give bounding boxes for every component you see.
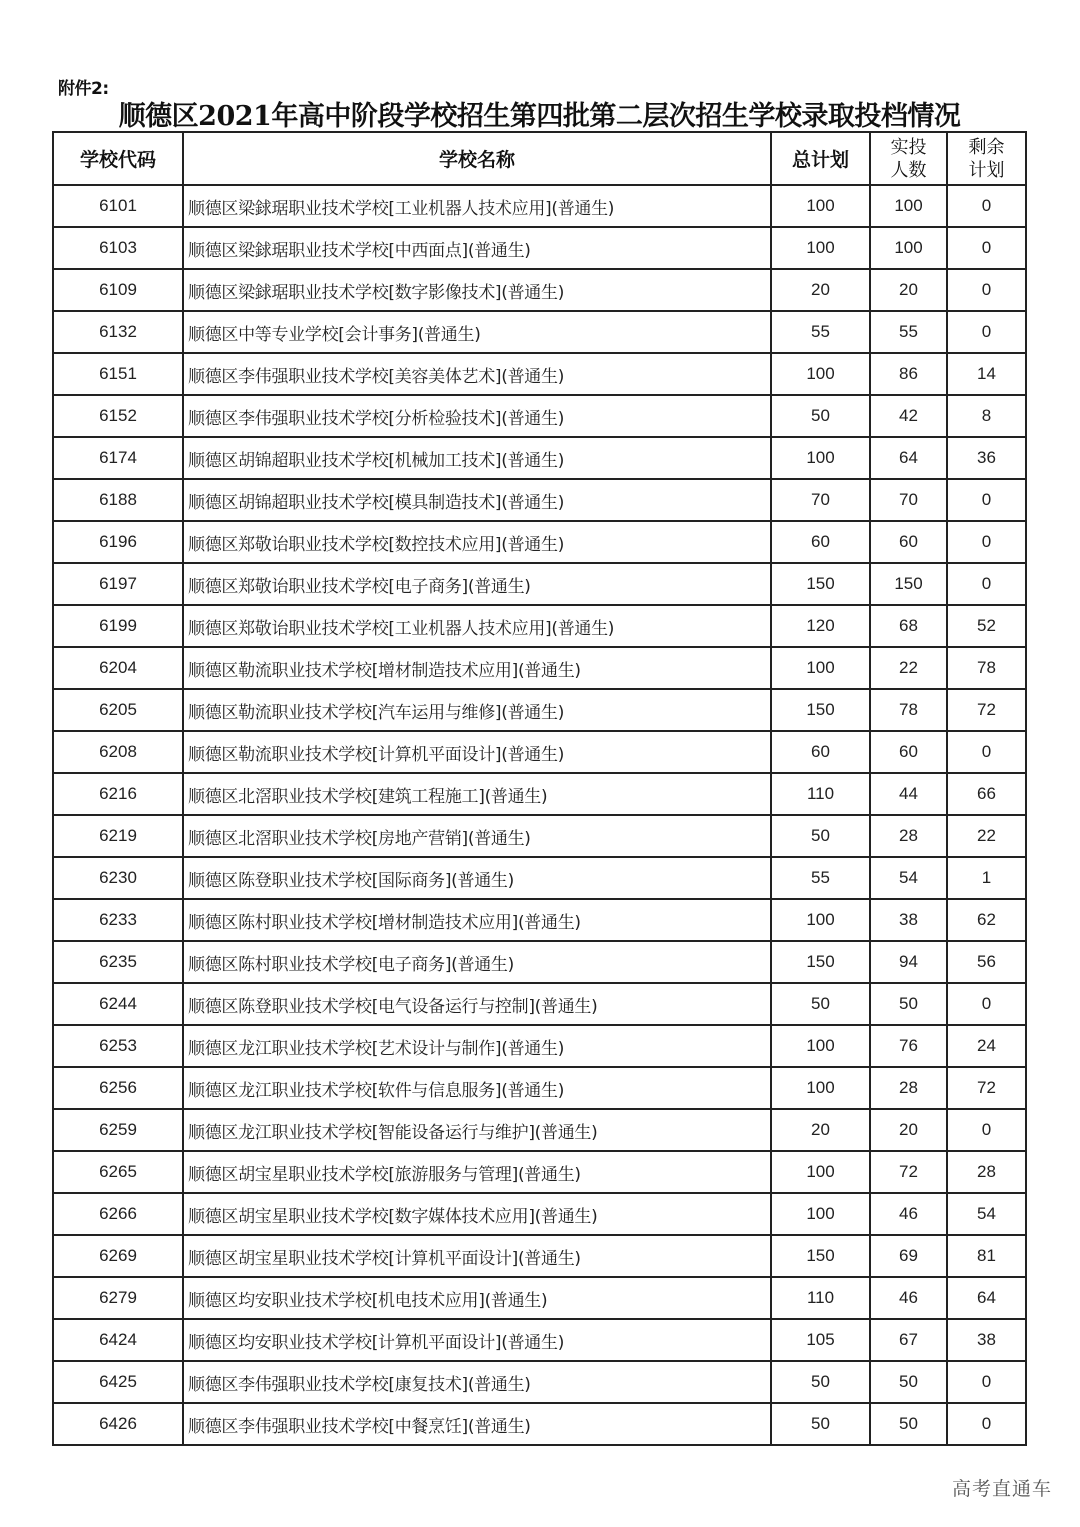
- table-row: [53, 479, 1026, 521]
- table-row: [53, 185, 1026, 227]
- cell-remaining-plan: 72: [947, 1067, 1026, 1109]
- cell-school-name: 顺德区勒流职业技术学校[汽车运用与维修](普通生): [183, 689, 771, 731]
- cell-total-plan: 55: [771, 311, 870, 353]
- cell-school-name: 顺德区郑敬诒职业技术学校[工业机器人技术应用](普通生): [183, 605, 771, 647]
- cell-total-plan: 100: [771, 1067, 870, 1109]
- cell-school-code: 6279: [53, 1277, 183, 1319]
- cell-total-plan: 50: [771, 983, 870, 1025]
- table-row: [53, 1235, 1026, 1277]
- cell-school-name: 顺德区胡宝星职业技术学校[数字媒体技术应用](普通生): [183, 1193, 771, 1235]
- cell-actual-count: 60: [870, 521, 947, 563]
- cell-remaining-plan: 0: [947, 563, 1026, 605]
- cell-school-name: 顺德区李伟强职业技术学校[中餐烹饪](普通生): [183, 1403, 771, 1445]
- cell-remaining-plan: 24: [947, 1025, 1026, 1067]
- table-row: [53, 395, 1026, 437]
- cell-total-plan: 70: [771, 479, 870, 521]
- table-row: [53, 605, 1026, 647]
- cell-total-plan: 150: [771, 941, 870, 983]
- cell-remaining-plan: 0: [947, 1109, 1026, 1151]
- cell-school-code: 6174: [53, 437, 183, 479]
- cell-school-name: 顺德区胡宝星职业技术学校[计算机平面设计](普通生): [183, 1235, 771, 1277]
- cell-remaining-plan: 14: [947, 353, 1026, 395]
- table-row: [53, 1193, 1026, 1235]
- cell-school-code: 6426: [53, 1403, 183, 1445]
- cell-school-code: 6205: [53, 689, 183, 731]
- table-row: [53, 815, 1026, 857]
- cell-actual-count: 100: [870, 227, 947, 269]
- attachment-label: 附件2:: [58, 79, 109, 99]
- cell-actual-count: 68: [870, 605, 947, 647]
- cell-remaining-plan: 0: [947, 521, 1026, 563]
- cell-remaining-plan: 0: [947, 269, 1026, 311]
- cell-school-code: 6244: [53, 983, 183, 1025]
- cell-total-plan: 110: [771, 773, 870, 815]
- cell-actual-count: 64: [870, 437, 947, 479]
- cell-school-name: 顺德区李伟强职业技术学校[分析检验技术](普通生): [183, 395, 771, 437]
- cell-actual-count: 46: [870, 1277, 947, 1319]
- cell-total-plan: 105: [771, 1319, 870, 1361]
- cell-school-code: 6196: [53, 521, 183, 563]
- cell-total-plan: 100: [771, 1025, 870, 1067]
- table-row: [53, 899, 1026, 941]
- table-row: [53, 269, 1026, 311]
- cell-actual-count: 86: [870, 353, 947, 395]
- cell-school-code: 6216: [53, 773, 183, 815]
- table-row: [53, 731, 1026, 773]
- cell-total-plan: 100: [771, 227, 870, 269]
- header-remain-line1: 剩余: [968, 136, 1005, 158]
- cell-total-plan: 100: [771, 899, 870, 941]
- cell-school-code: 6208: [53, 731, 183, 773]
- cell-school-code: 6152: [53, 395, 183, 437]
- cell-actual-count: 20: [870, 1109, 947, 1151]
- cell-school-name: 顺德区勒流职业技术学校[增材制造技术应用](普通生): [183, 647, 771, 689]
- cell-total-plan: 20: [771, 1109, 870, 1151]
- cell-actual-count: 60: [870, 731, 947, 773]
- header-school-code: 学校代码: [53, 132, 183, 185]
- cell-school-name: 顺德区龙江职业技术学校[艺术设计与制作](普通生): [183, 1025, 771, 1067]
- admission-table: [52, 131, 1027, 1446]
- cell-school-code: 6188: [53, 479, 183, 521]
- cell-total-plan: 60: [771, 521, 870, 563]
- cell-actual-count: 44: [870, 773, 947, 815]
- cell-remaining-plan: 28: [947, 1151, 1026, 1193]
- cell-school-name: 顺德区郑敬诒职业技术学校[数控技术应用](普通生): [183, 521, 771, 563]
- cell-remaining-plan: 81: [947, 1235, 1026, 1277]
- cell-school-code: 6425: [53, 1361, 183, 1403]
- cell-remaining-plan: 0: [947, 479, 1026, 521]
- table-row: [53, 521, 1026, 563]
- cell-school-name: 顺德区中等专业学校[会计事务](普通生): [183, 311, 771, 353]
- cell-actual-count: 28: [870, 1067, 947, 1109]
- cell-total-plan: 100: [771, 185, 870, 227]
- cell-school-name: 顺德区均安职业技术学校[机电技术应用](普通生): [183, 1277, 771, 1319]
- cell-school-code: 6103: [53, 227, 183, 269]
- table-row: [53, 983, 1026, 1025]
- cell-total-plan: 100: [771, 1151, 870, 1193]
- cell-actual-count: 46: [870, 1193, 947, 1235]
- cell-school-name: 顺德区李伟强职业技术学校[美容美体艺术](普通生): [183, 353, 771, 395]
- table-row: [53, 1361, 1026, 1403]
- cell-remaining-plan: 54: [947, 1193, 1026, 1235]
- table-row: [53, 1151, 1026, 1193]
- cell-school-name: 顺德区胡锦超职业技术学校[模具制造技术](普通生): [183, 479, 771, 521]
- cell-school-name: 顺德区北滘职业技术学校[房地产营销](普通生): [183, 815, 771, 857]
- cell-actual-count: 28: [870, 815, 947, 857]
- cell-total-plan: 60: [771, 731, 870, 773]
- table-row: [53, 1403, 1026, 1445]
- cell-total-plan: 100: [771, 437, 870, 479]
- cell-school-name: 顺德区勒流职业技术学校[计算机平面设计](普通生): [183, 731, 771, 773]
- table-row: [53, 563, 1026, 605]
- table-row: [53, 941, 1026, 983]
- cell-actual-count: 150: [870, 563, 947, 605]
- cell-total-plan: 150: [771, 689, 870, 731]
- cell-school-name: 顺德区胡宝星职业技术学校[旅游服务与管理](普通生): [183, 1151, 771, 1193]
- cell-total-plan: 55: [771, 857, 870, 899]
- table-row: [53, 773, 1026, 815]
- cell-remaining-plan: 56: [947, 941, 1026, 983]
- cell-actual-count: 69: [870, 1235, 947, 1277]
- cell-school-code: 6253: [53, 1025, 183, 1067]
- cell-remaining-plan: 52: [947, 605, 1026, 647]
- cell-actual-count: 55: [870, 311, 947, 353]
- cell-school-name: 顺德区陈登职业技术学校[电气设备运行与控制](普通生): [183, 983, 771, 1025]
- cell-school-name: 顺德区龙江职业技术学校[智能设备运行与维护](普通生): [183, 1109, 771, 1151]
- cell-actual-count: 70: [870, 479, 947, 521]
- header-actual-line2: 人数: [890, 159, 927, 181]
- header-school-name: 学校名称: [183, 132, 771, 185]
- cell-actual-count: 42: [870, 395, 947, 437]
- cell-total-plan: 50: [771, 1361, 870, 1403]
- cell-total-plan: 100: [771, 353, 870, 395]
- cell-remaining-plan: 0: [947, 185, 1026, 227]
- cell-school-code: 6233: [53, 899, 183, 941]
- table-row: [53, 1277, 1026, 1319]
- cell-school-name: 顺德区梁銶琚职业技术学校[中西面点](普通生): [183, 227, 771, 269]
- cell-total-plan: 20: [771, 269, 870, 311]
- cell-remaining-plan: 0: [947, 1361, 1026, 1403]
- watermark-text: 高考直通车: [951, 1478, 1052, 1500]
- cell-school-code: 6204: [53, 647, 183, 689]
- cell-remaining-plan: 36: [947, 437, 1026, 479]
- cell-total-plan: 100: [771, 1193, 870, 1235]
- cell-school-code: 6259: [53, 1109, 183, 1151]
- cell-school-name: 顺德区李伟强职业技术学校[康复技术](普通生): [183, 1361, 771, 1403]
- cell-remaining-plan: 22: [947, 815, 1026, 857]
- cell-school-name: 顺德区均安职业技术学校[计算机平面设计](普通生): [183, 1319, 771, 1361]
- cell-school-name: 顺德区郑敬诒职业技术学校[电子商务](普通生): [183, 563, 771, 605]
- cell-school-code: 6256: [53, 1067, 183, 1109]
- table-row: [53, 437, 1026, 479]
- cell-actual-count: 50: [870, 1403, 947, 1445]
- header-remain-line2: 计划: [968, 159, 1005, 181]
- cell-remaining-plan: 66: [947, 773, 1026, 815]
- cell-actual-count: 38: [870, 899, 947, 941]
- cell-actual-count: 94: [870, 941, 947, 983]
- header-remaining-plan: [947, 132, 1026, 185]
- cell-school-code: 6199: [53, 605, 183, 647]
- table-row: [53, 857, 1026, 899]
- cell-actual-count: 100: [870, 185, 947, 227]
- cell-actual-count: 22: [870, 647, 947, 689]
- cell-total-plan: 150: [771, 563, 870, 605]
- cell-remaining-plan: 1: [947, 857, 1026, 899]
- cell-school-code: 6197: [53, 563, 183, 605]
- cell-remaining-plan: 72: [947, 689, 1026, 731]
- cell-total-plan: 50: [771, 395, 870, 437]
- table-row: [53, 647, 1026, 689]
- cell-remaining-plan: 62: [947, 899, 1026, 941]
- cell-school-code: 6230: [53, 857, 183, 899]
- table-header-row: [53, 132, 1026, 185]
- cell-school-code: 6265: [53, 1151, 183, 1193]
- cell-remaining-plan: 78: [947, 647, 1026, 689]
- cell-actual-count: 50: [870, 1361, 947, 1403]
- cell-remaining-plan: 64: [947, 1277, 1026, 1319]
- cell-school-name: 顺德区陈村职业技术学校[增材制造技术应用](普通生): [183, 899, 771, 941]
- cell-school-name: 顺德区陈村职业技术学校[电子商务](普通生): [183, 941, 771, 983]
- cell-remaining-plan: 0: [947, 983, 1026, 1025]
- cell-actual-count: 78: [870, 689, 947, 731]
- cell-remaining-plan: 8: [947, 395, 1026, 437]
- cell-school-name: 顺德区胡锦超职业技术学校[机械加工技术](普通生): [183, 437, 771, 479]
- cell-school-code: 6235: [53, 941, 183, 983]
- cell-total-plan: 100: [771, 647, 870, 689]
- cell-actual-count: 54: [870, 857, 947, 899]
- table-row: [53, 353, 1026, 395]
- cell-total-plan: 150: [771, 1235, 870, 1277]
- cell-school-code: 6109: [53, 269, 183, 311]
- cell-school-code: 6101: [53, 185, 183, 227]
- cell-actual-count: 50: [870, 983, 947, 1025]
- cell-remaining-plan: 0: [947, 1403, 1026, 1445]
- table-row: [53, 689, 1026, 731]
- cell-school-code: 6266: [53, 1193, 183, 1235]
- table-row: [53, 227, 1026, 269]
- header-total-plan: 总计划: [771, 132, 870, 185]
- cell-school-code: 6269: [53, 1235, 183, 1277]
- cell-school-name: 顺德区龙江职业技术学校[软件与信息服务](普通生): [183, 1067, 771, 1109]
- document-title: 顺德区2021年高中阶段学校招生第四批第二层次招生学校录取投档情况: [118, 101, 961, 132]
- cell-school-name: 顺德区北滘职业技术学校[建筑工程施工](普通生): [183, 773, 771, 815]
- cell-actual-count: 20: [870, 269, 947, 311]
- table-body: [53, 185, 1026, 1445]
- cell-remaining-plan: 0: [947, 731, 1026, 773]
- cell-total-plan: 110: [771, 1277, 870, 1319]
- cell-total-plan: 50: [771, 815, 870, 857]
- cell-remaining-plan: 38: [947, 1319, 1026, 1361]
- cell-actual-count: 76: [870, 1025, 947, 1067]
- table-row: [53, 1319, 1026, 1361]
- header-actual-line1: 实投: [890, 136, 927, 158]
- cell-actual-count: 72: [870, 1151, 947, 1193]
- table-row: [53, 1109, 1026, 1151]
- cell-school-code: 6132: [53, 311, 183, 353]
- cell-actual-count: 67: [870, 1319, 947, 1361]
- cell-school-name: 顺德区梁銶琚职业技术学校[工业机器人技术应用](普通生): [183, 185, 771, 227]
- table-row: [53, 311, 1026, 353]
- cell-school-code: 6151: [53, 353, 183, 395]
- table-row: [53, 1067, 1026, 1109]
- cell-school-name: 顺德区陈登职业技术学校[国际商务](普通生): [183, 857, 771, 899]
- table-row: [53, 1025, 1026, 1067]
- cell-remaining-plan: 0: [947, 227, 1026, 269]
- cell-remaining-plan: 0: [947, 311, 1026, 353]
- header-actual-count: [870, 132, 947, 185]
- cell-total-plan: 50: [771, 1403, 870, 1445]
- cell-school-code: 6424: [53, 1319, 183, 1361]
- cell-total-plan: 120: [771, 605, 870, 647]
- cell-school-name: 顺德区梁銶琚职业技术学校[数字影像技术](普通生): [183, 269, 771, 311]
- cell-school-code: 6219: [53, 815, 183, 857]
